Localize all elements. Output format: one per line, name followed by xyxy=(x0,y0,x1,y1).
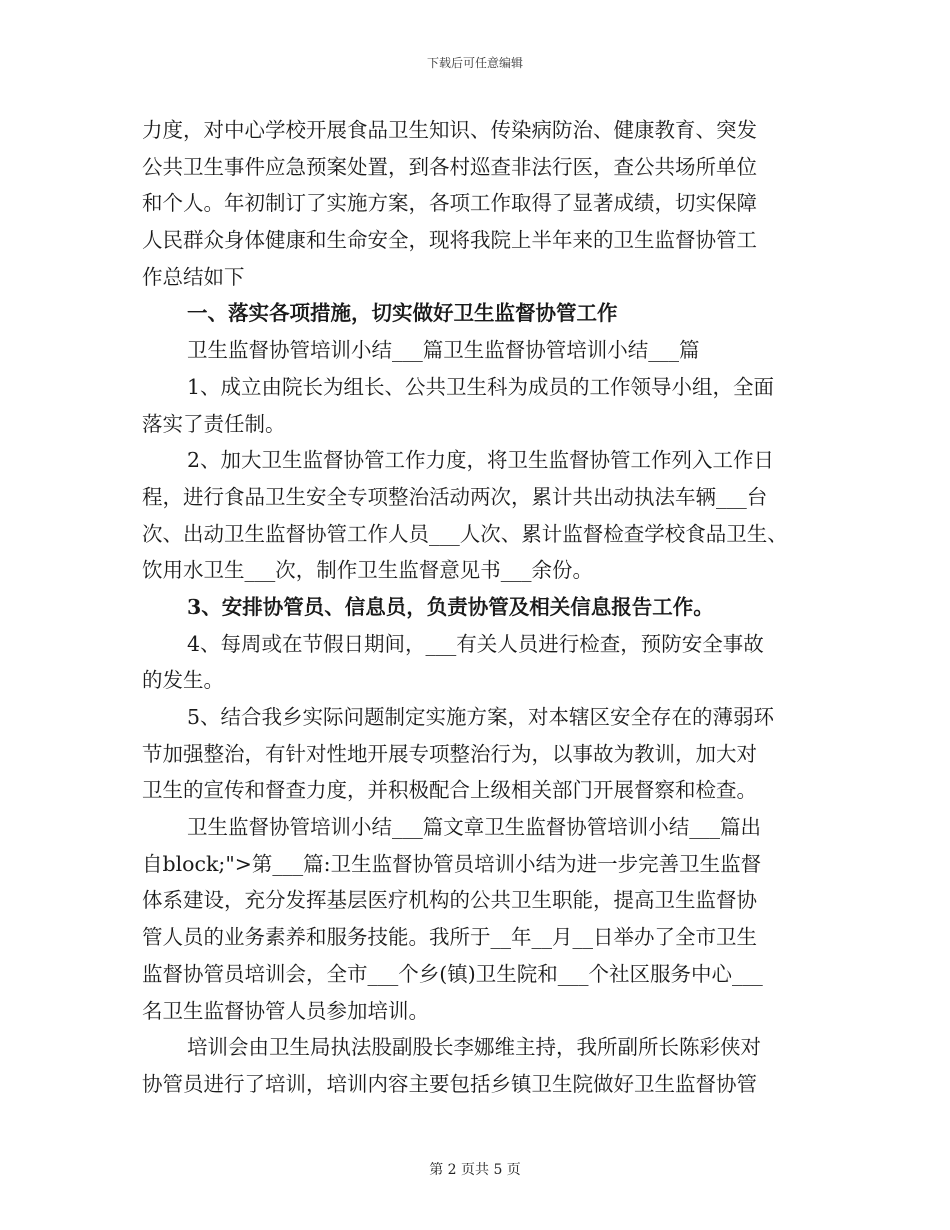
text-line: 2、加大卫生监督协管工作力度，将卫生监督协管工作列入工作日 xyxy=(187,448,775,473)
text-line: 饮用水卫生___次，制作卫生监督意见书___余份。 xyxy=(142,558,593,583)
text-line: 程，进行食品卫生安全专项整治活动两次，累计共出动执法车辆___台 xyxy=(142,484,768,509)
text-line: 次、出动卫生监督协管工作人员___人次、累计监督检查学校食品卫生、 xyxy=(142,521,788,546)
text-line: 人民群众身体健康和生命安全，现将我院上半年来的卫生监督协管工 xyxy=(142,228,757,253)
text-line: 和个人。年初制订了实施方案，各项工作取得了显著成绩，切实保障 xyxy=(142,191,757,216)
text-line: 卫生监督协管培训小结___篇文章卫生监督协管培训小结___篇出 xyxy=(187,815,761,840)
text-line: 5、结合我乡实际问题制定实施方案，对本辖区安全存在的薄弱环 xyxy=(187,705,775,729)
text-line: 落实了责任制。 xyxy=(142,411,286,436)
text-line: 协管员进行了培训，培训内容主要包括乡镇卫生院做好卫生监督协管 xyxy=(142,1071,757,1096)
section-heading-line: 一、落实各项措施，切实做好卫生监督协管工作 xyxy=(187,301,618,326)
document-body xyxy=(142,112,812,1103)
text-line: 培训会由卫生局执法股副股长李娜维主持，我所副所长陈彩侠对 xyxy=(187,1035,761,1060)
text-line: 4、每周或在节假日期间，___有关人员进行检查，预防安全事故 xyxy=(187,631,764,656)
text-line: 体系建设，充分发挥基层医疗机构的公共卫生职能，提高卫生监督协 xyxy=(142,888,757,913)
text-line: 公共卫生事件应急预案处置，到各村巡查非法行医，查公共场所单位 xyxy=(142,154,757,179)
page-header: 下载后可任意编辑 xyxy=(426,56,523,70)
text-line: 名卫生监督协管人员参加培训。 xyxy=(142,998,429,1023)
text-line: 卫生监督协管培训小结___篇卫生监督协管培训小结___篇 xyxy=(187,338,700,363)
text-line: 自block;">第___篇:卫生监督协管员培训小结为进一步完善卫生监督 xyxy=(142,851,762,876)
text-line: 的发生。 xyxy=(142,668,224,693)
text-line: 作总结如下 xyxy=(142,264,245,289)
text-line: 监督协管员培训会，全市___个乡(镇)卫生院和___个社区服务中心___ xyxy=(142,961,763,986)
text-line: 1、成立由院长为组长、公共卫生科为成员的工作领导小组，全面 xyxy=(187,374,775,399)
section-heading-line: 3、安排协管员、信息员，负责协管及相关信息报告工作。 xyxy=(187,594,714,619)
text-line: 力度，对中心学校开展食品卫生知识、传染病防治、健康教育、突发 xyxy=(142,118,757,142)
text-line: 卫生的宣传和督查力度，并积极配合上级相关部门开展督察和检查。 xyxy=(142,778,757,803)
text-line: 管人员的业务素养和服务技能。我所于__年__月__日举办了全市卫生 xyxy=(142,925,757,950)
text-line: 节加强整治，有针对性地开展专项整治行为，以事故为教训，加大对 xyxy=(142,741,757,766)
page-footer: 第 2 页共 5 页 xyxy=(429,1162,521,1178)
